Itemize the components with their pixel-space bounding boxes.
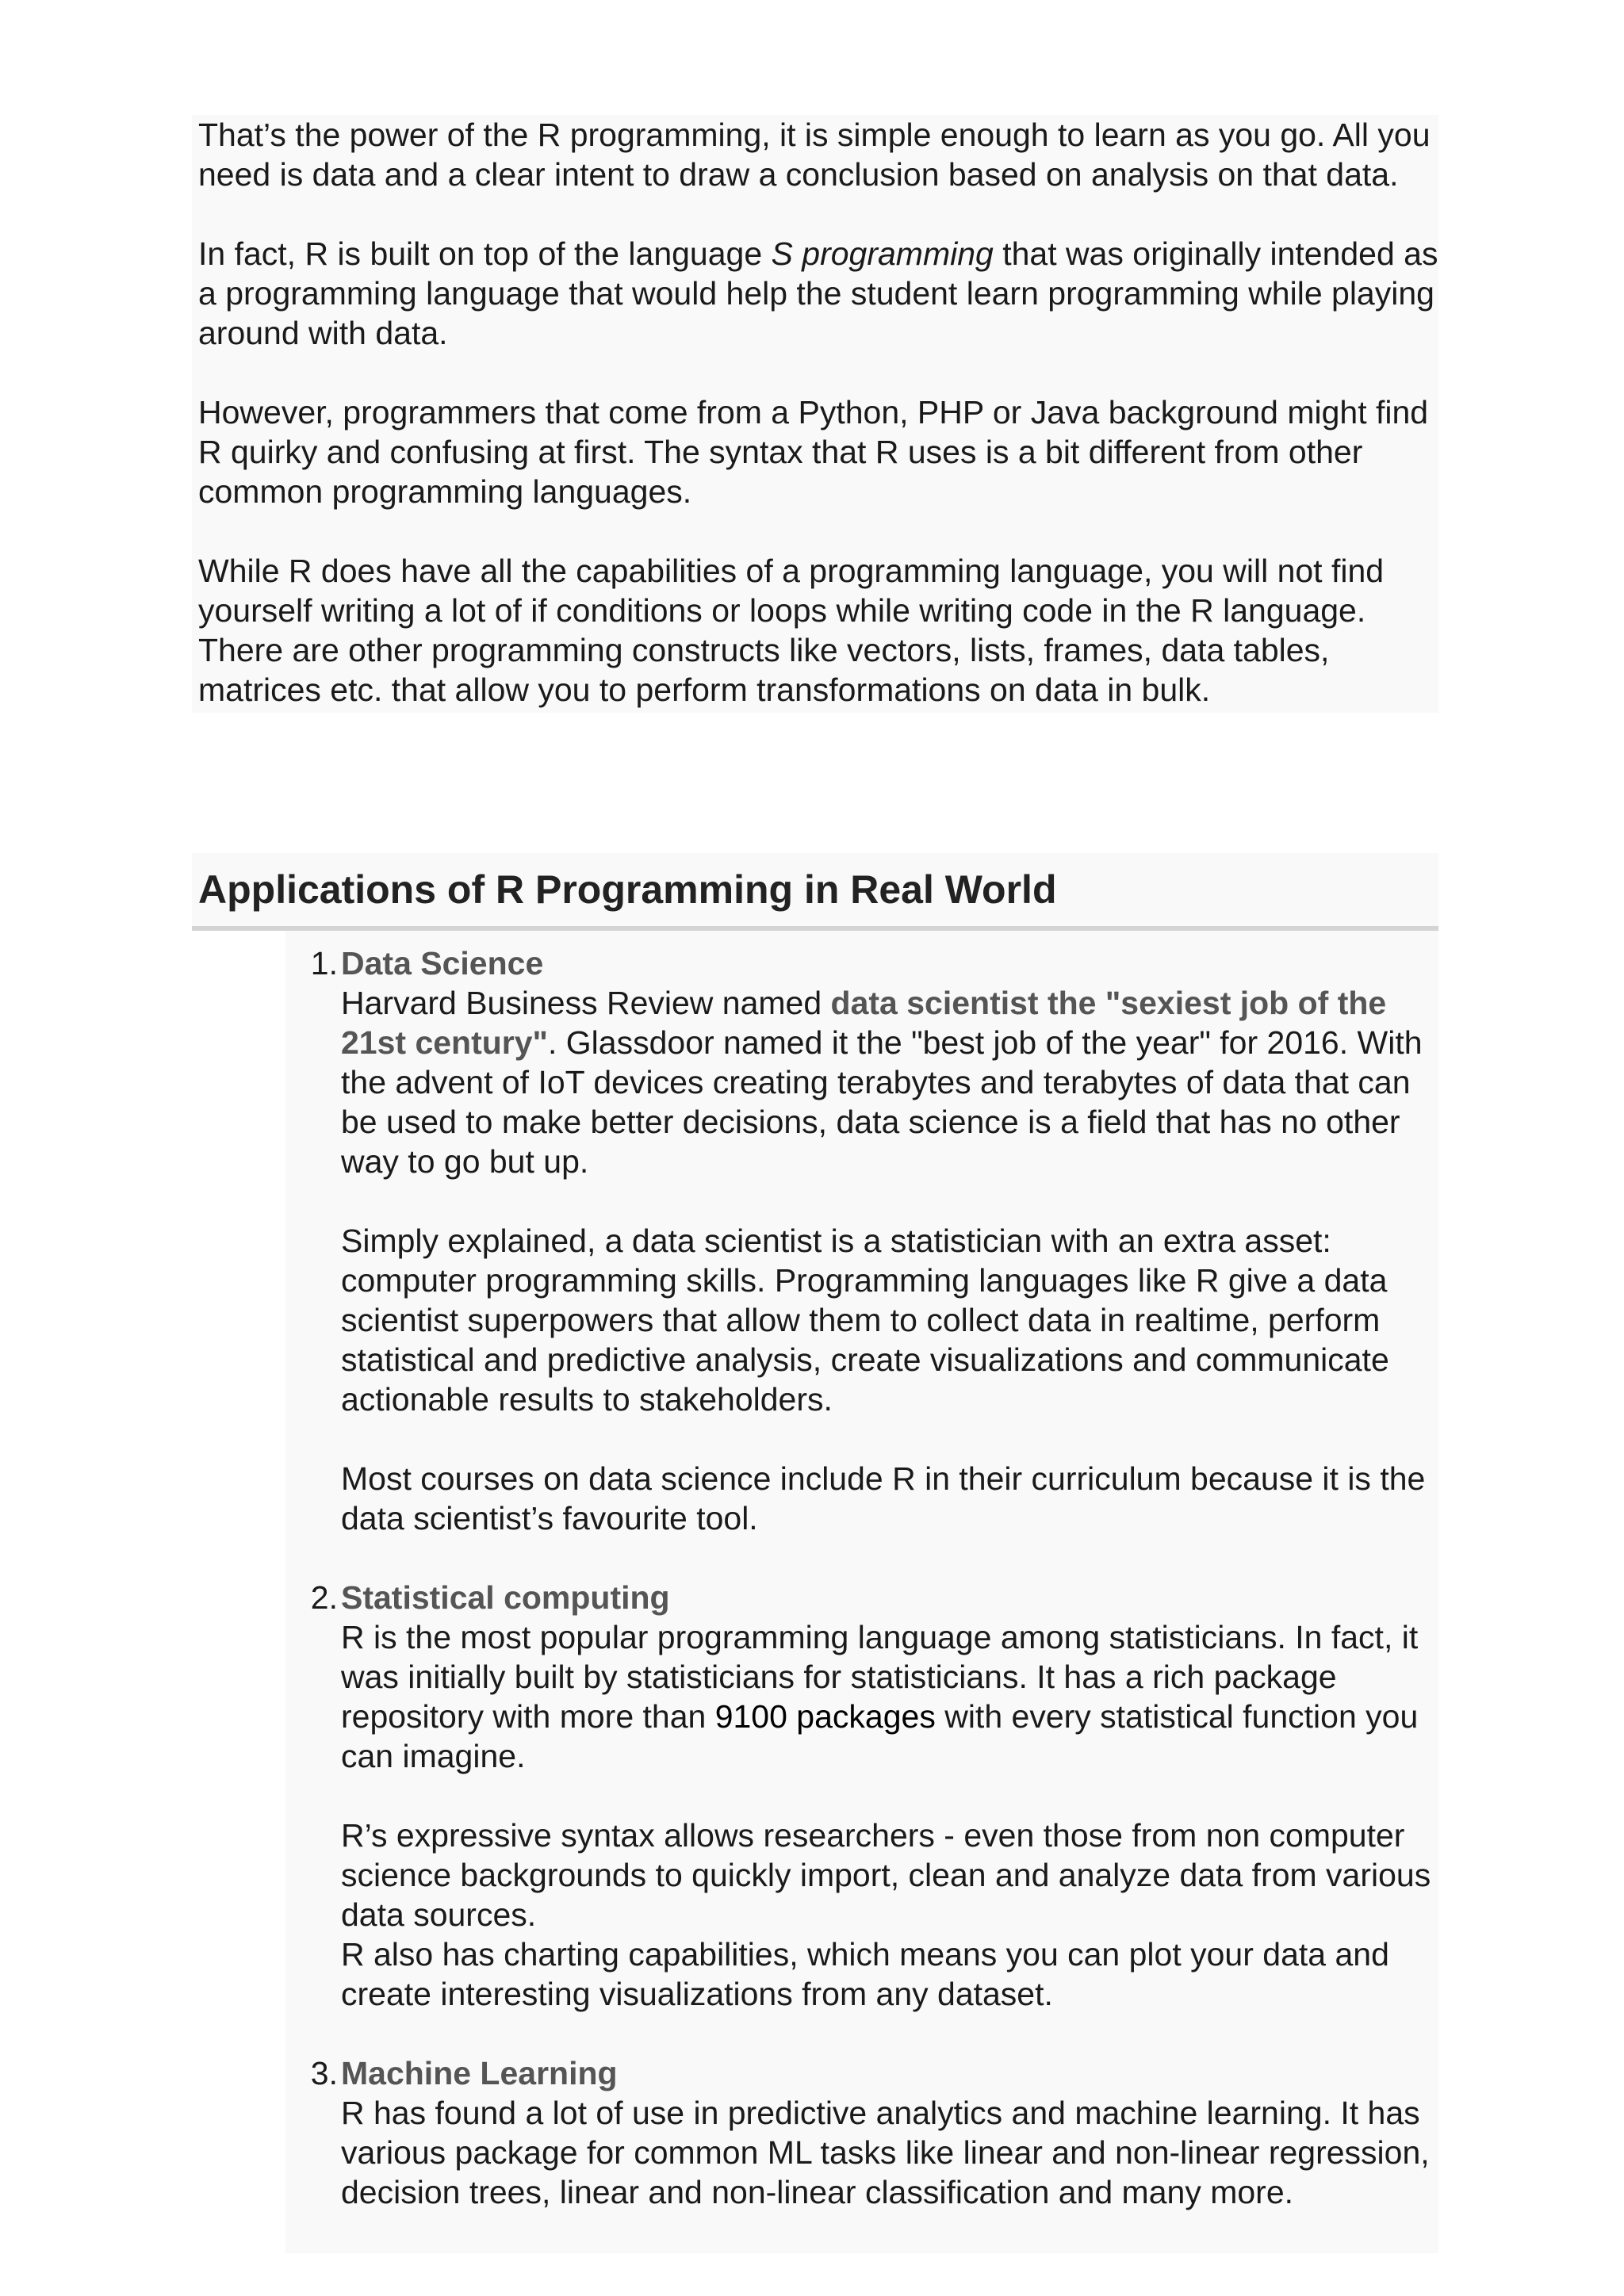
statistical-text-a: R is the most popular programming language among statisticians. In fact, it was initially built by statisticians for statisticians. It has a rich package repository with more than (341, 1619, 1419, 1735)
data-science-paragraph-3: Most courses on data science include R in their curriculum because it is the data scientist’s favourite tool. (341, 1460, 1426, 1536)
section-heading: Applications of R Programming in Real World (198, 867, 1057, 912)
data-science-text-b: . Glassdoor named it the "best job of the year" for 2016. With the advent of IoT devices creating terabytes and terabytes of data that can be used to make better decisions, data science is a field that has no other way to go but up. (341, 1024, 1423, 1180)
intro-section (192, 115, 1438, 713)
statistical-paragraph-2: R’s expressive syntax allows researchers - even those from non computer science backgrounds to quickly import, clean and analyze data from various data sources. (341, 1817, 1431, 1933)
data-science-text-a: Harvard Business Review named (341, 985, 831, 1021)
intro-paragraph-2 (198, 234, 1438, 353)
intro-paragraph-2-text-b: that was originally intended as a programming language that would help the student learn programming while playing around with data. (198, 235, 1438, 351)
list-item-body (338, 943, 1440, 1538)
packages-link[interactable]: 9100 packages (714, 1698, 936, 1735)
machine-learning-paragraph-1: R has found a lot of use in predictive analytics and machine learning. It has various package for common ML tasks like linear and non-linear regression, decision trees, linear and non-linear classification and many more. (341, 2095, 1430, 2210)
data-science-paragraph-1 (341, 983, 1440, 1181)
intro-paragraph-3: However, programmers that come from a Python, PHP or Java background might find R quirky and confusing at first. The syntax that R uses is a bit different from other common programming languages. (198, 394, 1429, 510)
list-item-number: 2. (310, 1579, 338, 1616)
data-science-paragraph-2: Simply explained, a data scientist is a statistician with an extra asset: computer programming skills. Programming languages like R give a data scientist superpowers that allow them to collect data in realtime, perform statistical and predictive analysis, create visualizations and communicate actionable results to stakeholders. (341, 1223, 1389, 1418)
s-programming-emphasis: S programming (771, 235, 994, 272)
statistical-paragraph-3: R also has charting capabilities, which means you can plot your data and create interesting visualizations from any dataset. (341, 1936, 1389, 2012)
list-item-body (338, 1578, 1440, 2014)
sexiest-job-highlight: data scientist the "sexiest job of the 21st century" (341, 985, 1387, 1061)
list-item-number: 1. (310, 945, 338, 982)
list-item-title: Machine Learning (341, 2055, 618, 2091)
list-item-number: 3. (310, 2055, 338, 2091)
intro-paragraph-2-text-a: In fact, R is built on top of the language (198, 235, 772, 272)
intro-paragraph-4: While R does have all the capabilities of a programming language, you will not find yourself writing a lot of if conditions or loops while writing code in the R language. There are other programming constructs like vectors, lists, frames, data tables, matrices etc. that allow you to perform transformations on data in bulk. (198, 553, 1385, 708)
statistical-paragraph-1 (341, 1617, 1440, 1776)
list-item-title: Data Science (341, 945, 544, 982)
intro-paragraph-1: That’s the power of the R programming, it is simple enough to learn as you go. All you need is data and a clear intent to draw a conclusion based on analysis on that data. (198, 117, 1431, 193)
list-item-title: Statistical computing (341, 1579, 670, 1616)
statistical-text-b: with every statistical function you can imagine. (341, 1698, 1419, 1774)
list-item-body (338, 2053, 1440, 2212)
section-heading-band (192, 853, 1438, 931)
